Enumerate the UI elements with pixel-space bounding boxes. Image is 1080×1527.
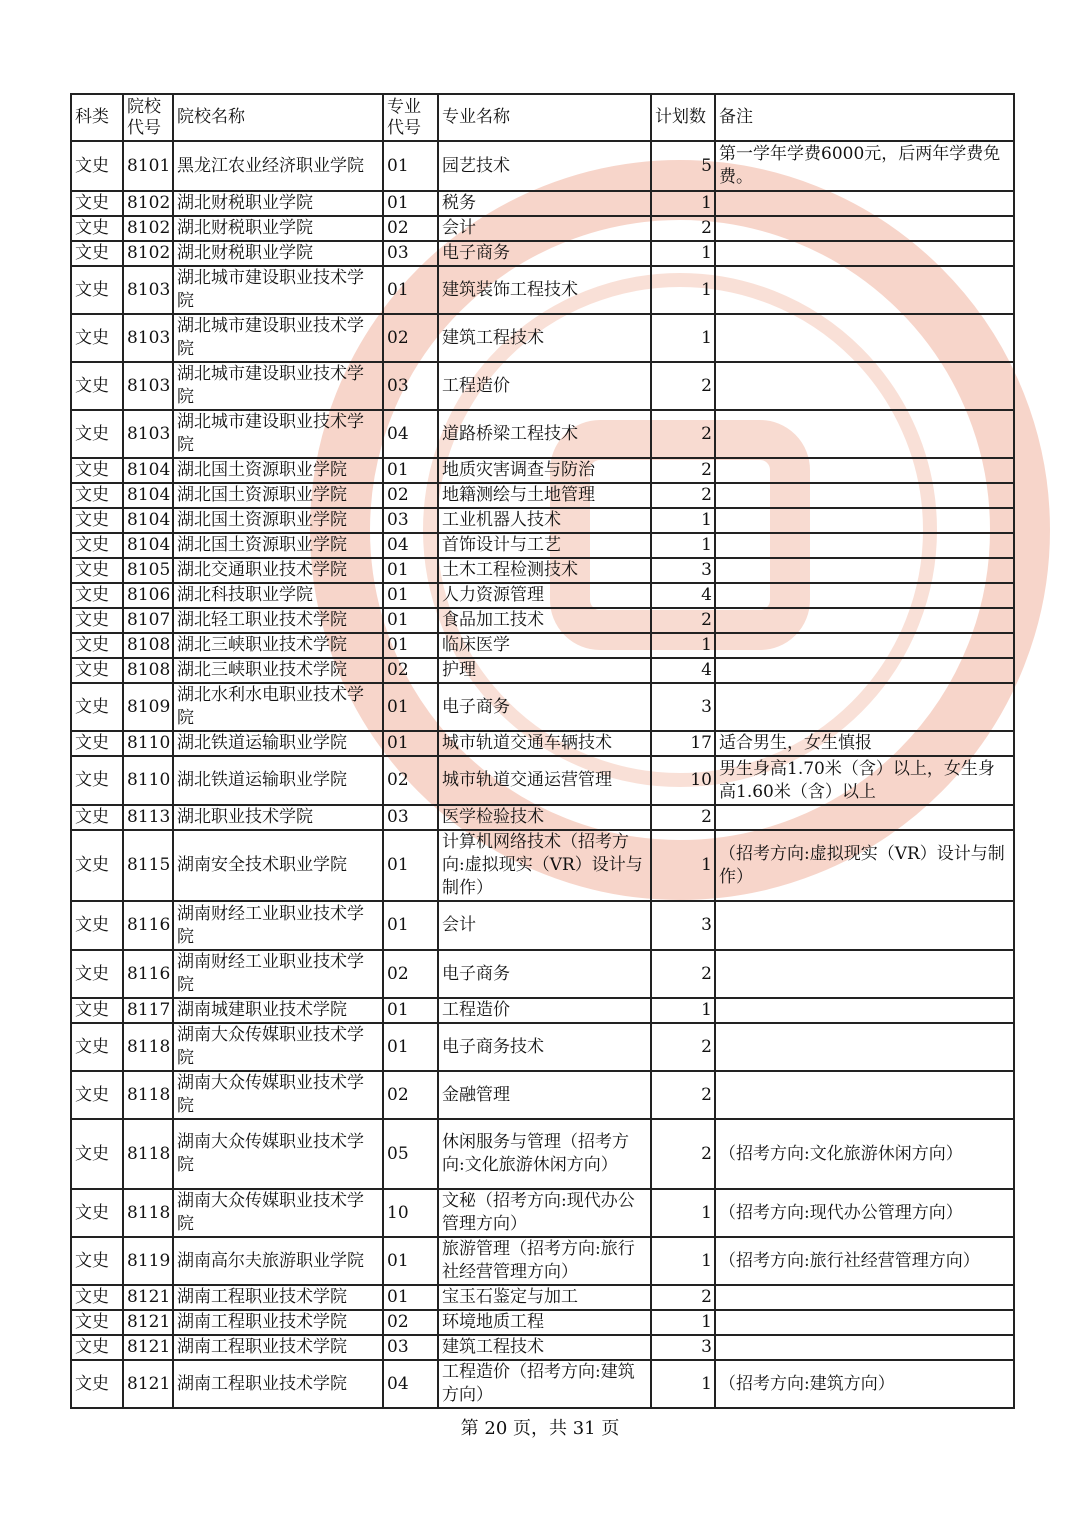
cell-plan-count: 1 xyxy=(651,533,715,558)
table-row xyxy=(71,241,1014,266)
table-row xyxy=(71,658,1014,683)
cell-school-name: 湖北交通职业技术学院 xyxy=(173,558,383,583)
cell-category: 文史 xyxy=(71,458,123,483)
cell-major-code: 01 xyxy=(383,1023,438,1071)
header-plan-count: 计划数 xyxy=(651,94,715,141)
cell-plan-count: 4 xyxy=(651,583,715,608)
cell-school-name: 湖北铁道运输职业学院 xyxy=(173,731,383,756)
cell-school-name: 湖北职业技术学院 xyxy=(173,805,383,830)
table-row xyxy=(71,483,1014,508)
cell-major-name: 建筑装饰工程技术 xyxy=(438,266,651,314)
cell-school-code: 8103 xyxy=(123,410,173,458)
cell-major-code: 01 xyxy=(383,191,438,216)
cell-remarks xyxy=(715,683,1014,731)
cell-remarks: （招考方向:虚拟现实（VR）设计与制作） xyxy=(715,830,1014,901)
table-row xyxy=(71,731,1014,756)
cell-school-code: 8118 xyxy=(123,1119,173,1189)
cell-major-code: 01 xyxy=(383,731,438,756)
cell-major-code: 02 xyxy=(383,314,438,362)
cell-major-name: 城市轨道交通运营管理 xyxy=(438,756,651,805)
cell-category: 文史 xyxy=(71,683,123,731)
cell-plan-count: 1 xyxy=(651,191,715,216)
cell-category: 文史 xyxy=(71,658,123,683)
cell-school-code: 8104 xyxy=(123,508,173,533)
cell-school-name: 湖南大众传媒职业技术学院 xyxy=(173,1071,383,1119)
cell-major-code: 10 xyxy=(383,1189,438,1237)
cell-major-name: 电子商务 xyxy=(438,950,651,998)
cell-school-code: 8108 xyxy=(123,633,173,658)
cell-major-code: 02 xyxy=(383,216,438,241)
cell-major-code: 01 xyxy=(383,608,438,633)
cell-remarks xyxy=(715,191,1014,216)
cell-remarks xyxy=(715,633,1014,658)
cell-school-name: 湖南工程职业技术学院 xyxy=(173,1310,383,1335)
cell-school-code: 8103 xyxy=(123,314,173,362)
table-row xyxy=(71,608,1014,633)
cell-school-code: 8105 xyxy=(123,558,173,583)
cell-school-code: 8121 xyxy=(123,1285,173,1310)
cell-remarks xyxy=(715,558,1014,583)
table-row xyxy=(71,805,1014,830)
table-row xyxy=(71,901,1014,950)
cell-school-code: 8108 xyxy=(123,658,173,683)
cell-school-code: 8121 xyxy=(123,1335,173,1360)
cell-school-code: 8115 xyxy=(123,830,173,901)
table-row xyxy=(71,362,1014,410)
cell-major-code: 02 xyxy=(383,483,438,508)
table-row xyxy=(71,756,1014,805)
cell-plan-count: 2 xyxy=(651,458,715,483)
cell-major-name: 文秘（招考方向:现代办公管理方向） xyxy=(438,1189,651,1237)
cell-major-name: 食品加工技术 xyxy=(438,608,651,633)
cell-school-name: 湖南财经工业职业技术学院 xyxy=(173,901,383,950)
cell-school-code: 8116 xyxy=(123,901,173,950)
cell-school-name: 湖南工程职业技术学院 xyxy=(173,1335,383,1360)
cell-category: 文史 xyxy=(71,830,123,901)
cell-school-name: 湖北城市建设职业技术学院 xyxy=(173,266,383,314)
cell-category: 文史 xyxy=(71,950,123,998)
cell-major-name: 工业机器人技术 xyxy=(438,508,651,533)
cell-plan-count: 2 xyxy=(651,410,715,458)
cell-plan-count: 1 xyxy=(651,998,715,1023)
cell-major-code: 01 xyxy=(383,141,438,191)
cell-major-name: 旅游管理（招考方向:旅行社经营管理方向） xyxy=(438,1237,651,1285)
cell-major-name: 地质灾害调查与防治 xyxy=(438,458,651,483)
cell-school-name: 湖南城建职业技术学院 xyxy=(173,998,383,1023)
header-major-code: 专业代号 xyxy=(383,94,438,141)
cell-major-code: 03 xyxy=(383,362,438,410)
cell-plan-count: 1 xyxy=(651,633,715,658)
cell-school-name: 湖北国土资源职业学院 xyxy=(173,483,383,508)
header-remarks: 备注 xyxy=(715,94,1014,141)
cell-plan-count: 17 xyxy=(651,731,715,756)
cell-category: 文史 xyxy=(71,1119,123,1189)
cell-school-code: 8118 xyxy=(123,1189,173,1237)
cell-category: 文史 xyxy=(71,141,123,191)
cell-plan-count: 2 xyxy=(651,216,715,241)
cell-school-name: 湖北科技职业学院 xyxy=(173,583,383,608)
cell-major-code: 01 xyxy=(383,633,438,658)
cell-school-name: 湖南安全技术职业学院 xyxy=(173,830,383,901)
cell-major-code: 01 xyxy=(383,683,438,731)
cell-major-code: 01 xyxy=(383,998,438,1023)
cell-major-code: 02 xyxy=(383,658,438,683)
cell-major-code: 04 xyxy=(383,1360,438,1408)
table-row xyxy=(71,1360,1014,1408)
cell-remarks: （招考方向:文化旅游休闲方向） xyxy=(715,1119,1014,1189)
cell-school-code: 8101 xyxy=(123,141,173,191)
cell-remarks xyxy=(715,314,1014,362)
cell-school-name: 湖南工程职业技术学院 xyxy=(173,1360,383,1408)
cell-school-name: 湖北财税职业学院 xyxy=(173,241,383,266)
cell-plan-count: 1 xyxy=(651,314,715,362)
cell-remarks xyxy=(715,216,1014,241)
cell-major-code: 01 xyxy=(383,558,438,583)
cell-plan-count: 2 xyxy=(651,1071,715,1119)
cell-major-name: 电子商务技术 xyxy=(438,1023,651,1071)
cell-plan-count: 1 xyxy=(651,1189,715,1237)
table-row xyxy=(71,1335,1014,1360)
cell-school-name: 湖北城市建设职业技术学院 xyxy=(173,362,383,410)
cell-category: 文史 xyxy=(71,731,123,756)
cell-school-code: 8102 xyxy=(123,241,173,266)
cell-major-name: 人力资源管理 xyxy=(438,583,651,608)
table-row xyxy=(71,1023,1014,1071)
cell-major-name: 金融管理 xyxy=(438,1071,651,1119)
cell-category: 文史 xyxy=(71,191,123,216)
table-row xyxy=(71,141,1014,191)
cell-school-code: 8113 xyxy=(123,805,173,830)
cell-remarks: （招考方向:建筑方向） xyxy=(715,1360,1014,1408)
cell-school-code: 8103 xyxy=(123,266,173,314)
cell-school-code: 8121 xyxy=(123,1360,173,1408)
cell-school-name: 湖南高尔夫旅游职业学院 xyxy=(173,1237,383,1285)
cell-category: 文史 xyxy=(71,558,123,583)
cell-plan-count: 2 xyxy=(651,362,715,410)
cell-plan-count: 1 xyxy=(651,508,715,533)
cell-major-code: 01 xyxy=(383,830,438,901)
cell-remarks xyxy=(715,458,1014,483)
cell-plan-count: 3 xyxy=(651,683,715,731)
table-row xyxy=(71,1071,1014,1119)
cell-school-name: 湖南大众传媒职业技术学院 xyxy=(173,1119,383,1189)
cell-major-name: 工程造价（招考方向:建筑方向） xyxy=(438,1360,651,1408)
cell-category: 文史 xyxy=(71,314,123,362)
cell-plan-count: 1 xyxy=(651,1310,715,1335)
cell-major-name: 园艺技术 xyxy=(438,141,651,191)
table-row xyxy=(71,1119,1014,1189)
cell-major-name: 宝玉石鉴定与加工 xyxy=(438,1285,651,1310)
cell-remarks xyxy=(715,266,1014,314)
cell-major-code: 01 xyxy=(383,583,438,608)
cell-major-name: 护理 xyxy=(438,658,651,683)
table-row xyxy=(71,1237,1014,1285)
cell-category: 文史 xyxy=(71,410,123,458)
cell-category: 文史 xyxy=(71,805,123,830)
table-row xyxy=(71,314,1014,362)
cell-major-name: 地籍测绘与土地管理 xyxy=(438,483,651,508)
cell-major-code: 03 xyxy=(383,508,438,533)
cell-school-code: 8109 xyxy=(123,683,173,731)
cell-plan-count: 1 xyxy=(651,830,715,901)
cell-major-code: 02 xyxy=(383,1310,438,1335)
cell-remarks: 第一学年学费6000元，后两年学费免费。 xyxy=(715,141,1014,191)
table-row xyxy=(71,1310,1014,1335)
cell-major-code: 04 xyxy=(383,533,438,558)
header-school-code: 院校代号 xyxy=(123,94,173,141)
cell-category: 文史 xyxy=(71,1310,123,1335)
cell-remarks xyxy=(715,608,1014,633)
table-row xyxy=(71,998,1014,1023)
cell-major-name: 休闲服务与管理（招考方向:文化旅游休闲方向） xyxy=(438,1119,651,1189)
cell-school-code: 8103 xyxy=(123,362,173,410)
cell-school-name: 湖北国土资源职业学院 xyxy=(173,533,383,558)
cell-plan-count: 2 xyxy=(651,805,715,830)
cell-school-code: 8110 xyxy=(123,731,173,756)
cell-category: 文史 xyxy=(71,216,123,241)
cell-major-code: 01 xyxy=(383,1237,438,1285)
cell-category: 文史 xyxy=(71,508,123,533)
cell-school-name: 湖北水利水电职业技术学院 xyxy=(173,683,383,731)
table-row xyxy=(71,266,1014,314)
table-row xyxy=(71,508,1014,533)
admission-plan-table xyxy=(70,93,1015,1409)
cell-remarks xyxy=(715,950,1014,998)
cell-school-name: 湖南工程职业技术学院 xyxy=(173,1285,383,1310)
table-row xyxy=(71,191,1014,216)
cell-major-name: 计算机网络技术（招考方向:虚拟现实（VR）设计与制作） xyxy=(438,830,651,901)
cell-major-name: 电子商务 xyxy=(438,241,651,266)
table-row xyxy=(71,950,1014,998)
cell-category: 文史 xyxy=(71,1071,123,1119)
header-major-name: 专业名称 xyxy=(438,94,651,141)
cell-category: 文史 xyxy=(71,362,123,410)
cell-plan-count: 2 xyxy=(651,608,715,633)
cell-category: 文史 xyxy=(71,583,123,608)
cell-category: 文史 xyxy=(71,633,123,658)
cell-remarks xyxy=(715,583,1014,608)
cell-school-code: 8118 xyxy=(123,1023,173,1071)
cell-major-code: 01 xyxy=(383,266,438,314)
cell-remarks xyxy=(715,1310,1014,1335)
cell-category: 文史 xyxy=(71,1285,123,1310)
cell-category: 文史 xyxy=(71,266,123,314)
cell-school-name: 湖北国土资源职业学院 xyxy=(173,458,383,483)
cell-major-name: 土木工程检测技术 xyxy=(438,558,651,583)
cell-school-name: 湖南财经工业职业技术学院 xyxy=(173,950,383,998)
cell-major-code: 05 xyxy=(383,1119,438,1189)
cell-plan-count: 2 xyxy=(651,1023,715,1071)
cell-category: 文史 xyxy=(71,901,123,950)
cell-school-code: 8106 xyxy=(123,583,173,608)
cell-plan-count: 2 xyxy=(651,950,715,998)
cell-category: 文史 xyxy=(71,1360,123,1408)
cell-plan-count: 10 xyxy=(651,756,715,805)
cell-remarks: （招考方向:现代办公管理方向） xyxy=(715,1189,1014,1237)
page-number: 第 20 页，共 31 页 xyxy=(460,1418,620,1439)
cell-major-code: 03 xyxy=(383,805,438,830)
cell-plan-count: 3 xyxy=(651,558,715,583)
cell-major-name: 建筑工程技术 xyxy=(438,1335,651,1360)
cell-major-name: 会计 xyxy=(438,216,651,241)
cell-remarks xyxy=(715,1335,1014,1360)
cell-category: 文史 xyxy=(71,756,123,805)
cell-major-code: 04 xyxy=(383,410,438,458)
cell-major-code: 01 xyxy=(383,458,438,483)
cell-plan-count: 5 xyxy=(651,141,715,191)
table-row xyxy=(71,830,1014,901)
cell-category: 文史 xyxy=(71,1335,123,1360)
header-school-name: 院校名称 xyxy=(173,94,383,141)
cell-plan-count: 4 xyxy=(651,658,715,683)
cell-remarks xyxy=(715,241,1014,266)
cell-school-name: 湖北轻工职业技术学院 xyxy=(173,608,383,633)
cell-school-code: 8119 xyxy=(123,1237,173,1285)
cell-major-code: 01 xyxy=(383,1285,438,1310)
cell-remarks xyxy=(715,483,1014,508)
cell-school-name: 湖北城市建设职业技术学院 xyxy=(173,314,383,362)
cell-remarks xyxy=(715,1023,1014,1071)
cell-major-name: 道路桥梁工程技术 xyxy=(438,410,651,458)
cell-major-code: 02 xyxy=(383,950,438,998)
cell-major-name: 工程造价 xyxy=(438,362,651,410)
cell-plan-count: 3 xyxy=(651,901,715,950)
cell-plan-count: 1 xyxy=(651,266,715,314)
table-row xyxy=(71,410,1014,458)
cell-remarks: （招考方向:旅行社经营管理方向） xyxy=(715,1237,1014,1285)
cell-major-name: 会计 xyxy=(438,901,651,950)
cell-major-name: 医学检验技术 xyxy=(438,805,651,830)
cell-major-code: 02 xyxy=(383,1071,438,1119)
cell-major-name: 临床医学 xyxy=(438,633,651,658)
cell-school-code: 8107 xyxy=(123,608,173,633)
cell-category: 文史 xyxy=(71,1023,123,1071)
cell-plan-count: 1 xyxy=(651,241,715,266)
cell-remarks xyxy=(715,658,1014,683)
cell-remarks xyxy=(715,1285,1014,1310)
cell-category: 文史 xyxy=(71,608,123,633)
cell-remarks xyxy=(715,998,1014,1023)
cell-school-code: 8104 xyxy=(123,533,173,558)
table-row xyxy=(71,1189,1014,1237)
header-category: 科类 xyxy=(71,94,123,141)
cell-school-name: 湖北财税职业学院 xyxy=(173,191,383,216)
cell-school-code: 8104 xyxy=(123,458,173,483)
cell-category: 文史 xyxy=(71,533,123,558)
cell-major-code: 03 xyxy=(383,1335,438,1360)
cell-category: 文史 xyxy=(71,998,123,1023)
cell-major-code: 01 xyxy=(383,901,438,950)
table-row xyxy=(71,533,1014,558)
cell-major-code: 02 xyxy=(383,756,438,805)
cell-major-name: 环境地质工程 xyxy=(438,1310,651,1335)
table-row xyxy=(71,633,1014,658)
table-header-row xyxy=(71,94,1014,141)
table-row xyxy=(71,1285,1014,1310)
cell-major-name: 城市轨道交通车辆技术 xyxy=(438,731,651,756)
cell-major-name: 电子商务 xyxy=(438,683,651,731)
cell-plan-count: 2 xyxy=(651,1119,715,1189)
cell-school-code: 8102 xyxy=(123,216,173,241)
cell-remarks xyxy=(715,901,1014,950)
table-row xyxy=(71,583,1014,608)
cell-school-name: 湖北铁道运输职业学院 xyxy=(173,756,383,805)
cell-category: 文史 xyxy=(71,241,123,266)
cell-school-code: 8118 xyxy=(123,1071,173,1119)
cell-plan-count: 1 xyxy=(651,1360,715,1408)
cell-major-name: 建筑工程技术 xyxy=(438,314,651,362)
cell-remarks: 男生身高1.70米（含）以上，女生身高1.60米（含）以上 xyxy=(715,756,1014,805)
cell-category: 文史 xyxy=(71,1237,123,1285)
cell-school-code: 8117 xyxy=(123,998,173,1023)
cell-major-name: 首饰设计与工艺 xyxy=(438,533,651,558)
cell-school-name: 湖北财税职业学院 xyxy=(173,216,383,241)
cell-major-name: 税务 xyxy=(438,191,651,216)
cell-school-code: 8116 xyxy=(123,950,173,998)
cell-school-name: 湖南大众传媒职业技术学院 xyxy=(173,1189,383,1237)
cell-school-name: 黑龙江农业经济职业学院 xyxy=(173,141,383,191)
table-row xyxy=(71,458,1014,483)
cell-school-name: 湖北国土资源职业学院 xyxy=(173,508,383,533)
cell-school-name: 湖北三峡职业技术学院 xyxy=(173,633,383,658)
cell-plan-count: 2 xyxy=(651,483,715,508)
cell-school-code: 8102 xyxy=(123,191,173,216)
cell-plan-count: 3 xyxy=(651,1335,715,1360)
cell-major-name: 工程造价 xyxy=(438,998,651,1023)
cell-school-name: 湖北三峡职业技术学院 xyxy=(173,658,383,683)
cell-plan-count: 2 xyxy=(651,1285,715,1310)
table-row xyxy=(71,683,1014,731)
cell-remarks xyxy=(715,508,1014,533)
table-row xyxy=(71,216,1014,241)
cell-school-name: 湖南大众传媒职业技术学院 xyxy=(173,1023,383,1071)
table-row xyxy=(71,558,1014,583)
cell-school-name: 湖北城市建设职业技术学院 xyxy=(173,410,383,458)
cell-remarks xyxy=(715,1071,1014,1119)
cell-school-code: 8110 xyxy=(123,756,173,805)
cell-remarks: 适合男生，女生慎报 xyxy=(715,731,1014,756)
cell-remarks xyxy=(715,410,1014,458)
cell-remarks xyxy=(715,362,1014,410)
cell-remarks xyxy=(715,533,1014,558)
cell-category: 文史 xyxy=(71,1189,123,1237)
cell-remarks xyxy=(715,805,1014,830)
cell-school-code: 8121 xyxy=(123,1310,173,1335)
cell-category: 文史 xyxy=(71,483,123,508)
cell-major-code: 03 xyxy=(383,241,438,266)
cell-plan-count: 1 xyxy=(651,1237,715,1285)
cell-school-code: 8104 xyxy=(123,483,173,508)
